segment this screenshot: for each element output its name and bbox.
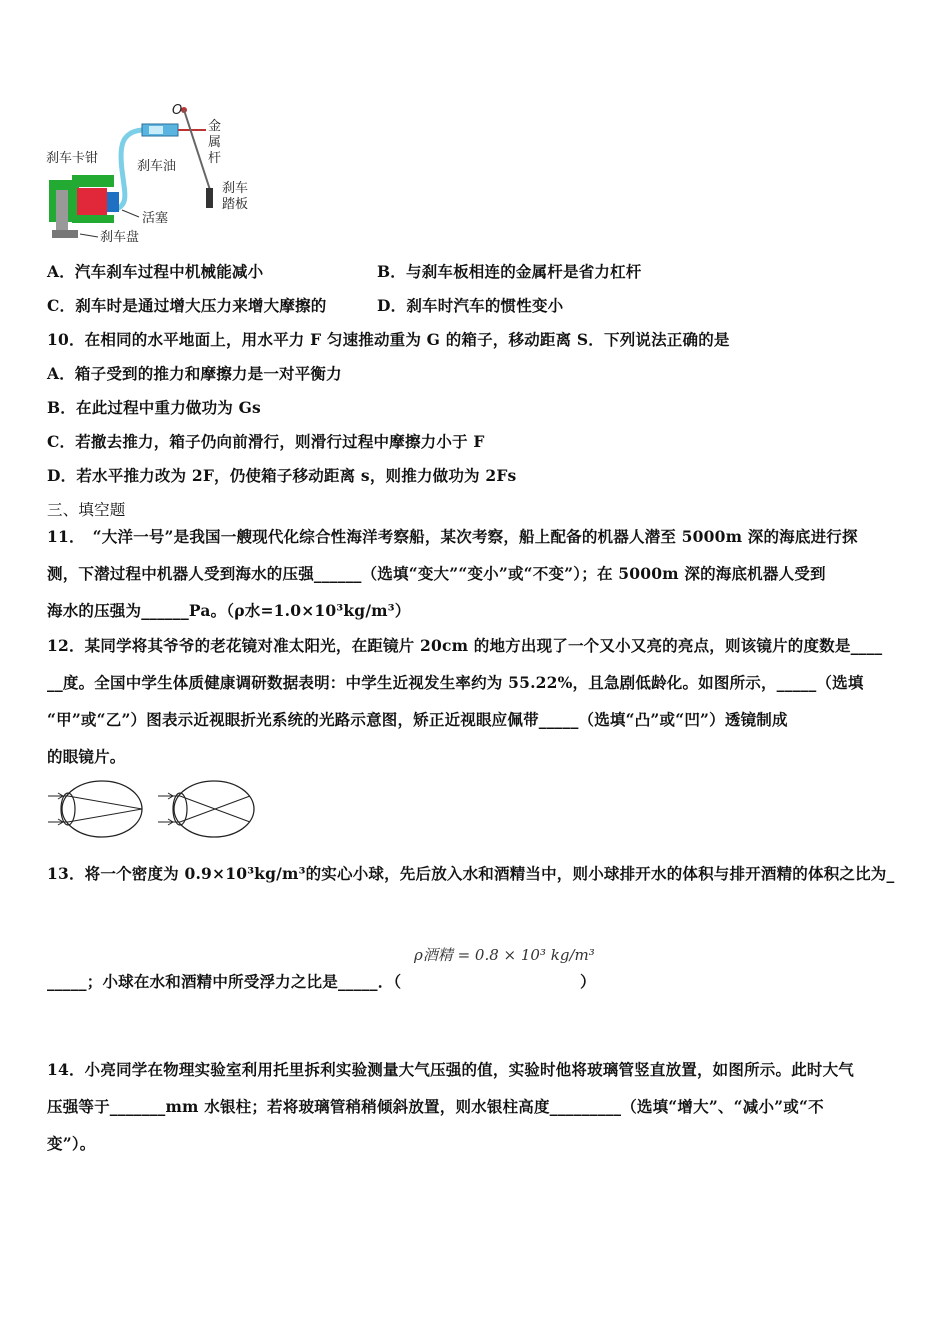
q10-option-c: C．若撤去推力，箱子仍向前滑行，则滑行过程中摩擦力小于 F <box>47 432 485 451</box>
q12-line-3: “甲”或“乙”）图表示近视眼折光系统的光路示意图，矫正近视眼应佩带_____（选填“凸”或“凹”）透镜制成 <box>47 710 788 729</box>
label-pedal-1: 刹车 <box>222 181 249 196</box>
q9-option-b: B．与刹车板相连的金属杆是省力杠杆 <box>377 262 642 281</box>
q14-line-1: 14．小亮同学在物理实验室利用托里拆利实验测量大气压强的值，实验时他将玻璃管竖直放置，如图所示。此时大气 <box>47 1060 854 1079</box>
q11-line-1: 11． “大洋一号”是我国一艘现代化综合性海洋考察船，某次考察，船上配备的机器人潜至 5000m 深的海底进行探 <box>47 527 858 546</box>
q9-option-c: C．刹车时是通过增大压力来增大摩擦的 <box>47 296 327 315</box>
q10-option-b: B．在此过程中重力做功为 Gs <box>47 398 261 417</box>
q12-line-2: __度。全国中学生体质健康调研数据表明：中学生近视发生率约为 55.22%，且急剧低龄化。如图所示，_____（选填 <box>47 673 864 692</box>
q13-formula: ρ酒精 = 0.8 × 10³ kg/m³ <box>414 946 595 964</box>
brake-system-figure <box>44 100 260 245</box>
eye-diagrams <box>44 776 260 846</box>
q9-option-d: D．刹车时汽车的惯性变小 <box>377 296 564 315</box>
label-rod-1: 金 <box>208 119 222 134</box>
q14-line-3: 变”）。 <box>47 1134 96 1153</box>
eye-diagram-left <box>48 781 142 837</box>
q10-option-d: D．若水平推力改为 2F，仍使箱子移动距离 s，则推力做功为 2Fs <box>47 466 517 485</box>
q11-line-3: 海水的压强为______Pa。（ρ水=1.0×10³kg/m³） <box>47 601 411 620</box>
label-oil: 刹车油 <box>137 159 177 174</box>
section-title: 三、填空题 <box>47 501 126 519</box>
q12-line-1: 12．某同学将其爷爷的老花镜对准太阳光，在距镜片 20cm 的地方出现了一个又小又亮的亮点，则该镜片的度数是____ <box>47 636 883 655</box>
q13-line-1: 13．将一个密度为 0.9×10³kg/m³的实心小球，先后放入水和酒精当中，则小球排开水的体积与排开酒精的体积之比为_ <box>47 864 895 883</box>
label-disc: 刹车盘 <box>100 230 140 245</box>
label-rod-3: 杆 <box>208 151 222 166</box>
q14-line-2: 压强等于_______mm 水银柱；若将玻璃管稍稍倾斜放置，则水银柱高度_________（选填“增大”、“减小”或“不 <box>47 1097 824 1116</box>
q12-line-4: 的眼镜片。 <box>47 747 126 766</box>
label-rod-2: 属 <box>208 135 222 150</box>
label-piston: 活塞 <box>142 211 169 226</box>
eye-diagram-right <box>158 781 254 837</box>
label-caliper: 刹车卡钳 <box>46 151 99 166</box>
q10-stem: 10．在相同的水平地面上，用水平力 F 匀速推动重为 G 的箱子，移动距离 S．下列说法正确的是 <box>47 330 730 349</box>
q13-line-2b: ） <box>580 972 596 991</box>
q13-line-2a: _____；小球在水和酒精中所受浮力之比是_____．（ <box>47 972 402 991</box>
label-o: O <box>172 103 183 118</box>
q9-option-a: A．汽车刹车过程中机械能减小 <box>47 262 264 281</box>
q11-line-2: 测，下潜过程中机器人受到海水的压强______（选填“变大”“变小”或“不变”）；在 5000m 深的海底机器人受到 <box>47 564 826 583</box>
q10-option-a: A．箱子受到的推力和摩擦力是一对平衡力 <box>47 364 342 383</box>
label-pedal-2: 踏板 <box>222 197 249 212</box>
